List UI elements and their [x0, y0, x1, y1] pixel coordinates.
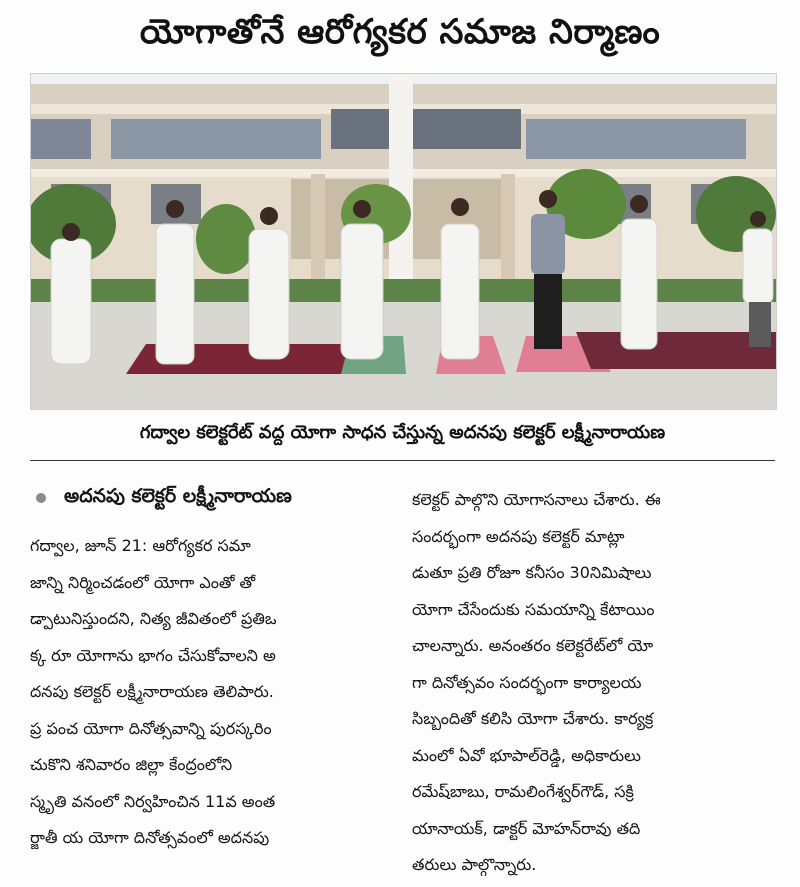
article-right-column — [412, 478, 777, 884]
article-line: దనపు కలెక్టర్ లక్ష్మీనారాయణ తెలిపారు. — [30, 682, 274, 701]
bullet-icon — [36, 493, 46, 503]
headline: యోగాతోనే ఆరోగ్యకర సమాజ నిర్మాణం — [139, 12, 661, 52]
article-line: ప్ర పంచ యోగా దినోత్సవాన్ని పురస్కరిం — [30, 718, 272, 738]
photo-caption: గద్వాల కలెక్టరేట్ వద్ద యోగా సాధన చేస్తున్న అదనపు కలెక్టర్ లక్ష్మీనారాయణ — [30, 408, 775, 461]
yoga-photo-illustration — [31, 74, 776, 409]
article-left-column — [30, 478, 395, 857]
article-line: యోగా చేసేందుకు సమయాన్ని కేటాయిం — [412, 599, 655, 619]
article-line: రమేష్‌బాబు, రామలింగేశ్వర్‌గౌడ్, సక్రి — [412, 782, 634, 801]
byline-text: అదనపు కలెక్టర్ లక్ష్మీనారాయణ — [64, 484, 292, 507]
article-line: చుకొని శనివారం జిల్లా కేంద్రంలోని — [30, 755, 233, 774]
article-line: గా దినోత్సవం సందర్భంగా కార్యాలయ — [412, 672, 642, 692]
article-line: చాలన్నారు. అనంతరం కలెక్టరేట్‌లో యో — [412, 636, 654, 655]
article-line: సందర్భంగా అదనపు కలెక్టర్ మాట్లా — [412, 526, 625, 546]
article-line: సిబ్బందితో కలిసి యోగా చేశారు. కార్యక్ర — [412, 709, 654, 728]
article-line: క్క రూ యోగాను భాగం చేసుకోవాలని అ — [30, 645, 276, 665]
article-body-left — [30, 528, 395, 857]
article-line: కలెక్టర్ పాల్గొని యోగాసనాలు చేశారు. ఈ — [412, 490, 661, 509]
news-photo — [30, 73, 777, 410]
article-line: స్మృతి వనంలో నిర్వహించిన 11వ అంత — [30, 791, 276, 811]
article-line: తరులు పాల్గొన్నారు. — [412, 855, 537, 874]
article-line: జాన్ని నిర్మించడంలో యోగా ఎంతో తో — [30, 572, 256, 592]
article-line: డుతూ ప్రతి రోజూ కనీసం 30నిమిషాలు — [412, 563, 652, 582]
article-line: యానాయక్, డాక్టర్ మోహన్‌రావు తది — [412, 818, 641, 838]
article-line: ర్జాతీ య యోగా దినోత్సవంలో అదనపు — [30, 828, 270, 847]
article-line: డ్పాటునిస్తుందని, నిత్య జీవితంలో ప్రతిఒ — [30, 609, 277, 628]
article-line: గద్వాల, జూన్ 21: ఆరోగ్యకర సమా — [30, 536, 251, 555]
byline — [30, 478, 395, 518]
article-line: మంలో ఏవో భూపాల్‌రెడ్డి, అధికారులు — [412, 745, 641, 765]
article-body-right — [412, 482, 777, 884]
